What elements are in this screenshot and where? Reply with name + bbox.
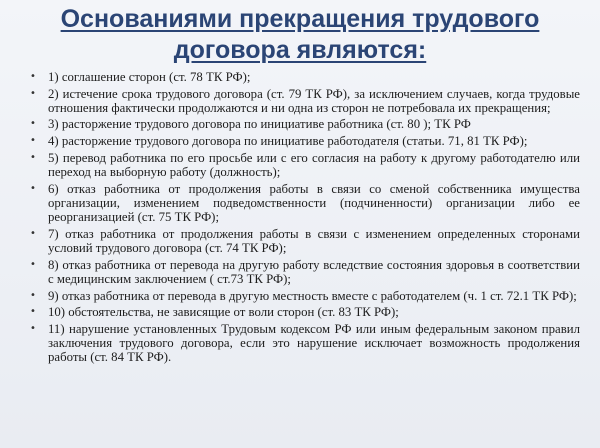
list-item [30,182,580,225]
bullet-icon: • [30,118,36,130]
list-item [30,258,580,287]
bullet-icon: • [30,289,36,301]
bullet-icon: • [30,227,36,239]
bullet-icon: • [30,182,36,194]
list-item [30,117,580,131]
list-item [30,134,580,148]
bullet-icon: • [30,135,36,147]
list-item [30,70,580,84]
bullet-icon: • [30,258,36,270]
bullet-icon: • [30,71,36,82]
list-item [30,289,580,303]
list-item-text: 3) расторжение трудового договора по инициативе работника (ст. 80 ); ТК РФ [48,117,471,132]
list-item-text: 2) истечение срока трудового договора (ст. 79 ТК РФ), за исключением случаев, когда трудовые отношения фактически продолжаются и ни одна из сторон не потребовала их прекращения; [48,86,580,115]
bullet-icon: • [30,151,36,163]
list-item-text: 9) отказ работника от перевода в другую местность вместе с работодателем (ч. 1 ст. 72.1 ТК РФ); [48,288,577,303]
list-item-text: 5) перевод работника по его просьбе или с его согласия на работу к другому работодателю или переход на выборную работу (должность); [48,150,580,179]
list-item-text: 7) отказ работника от продолжения работы в связи с изменением определенных сторонами условий трудового договора (ст. 74 ТК РФ); [48,226,580,256]
page-title: Основаниями прекращения трудового договора являются: [60,5,540,64]
grounds-list [0,70,600,365]
list-item-text: 6) отказ работника от продолжения работы в связи со сменой собственника имущества организации, изменением подведомственности (подчиненности) организации либо ее реорганизацией (ст. 75 ТК РФ); [48,181,580,225]
list-item [30,151,580,180]
bullet-icon: • [30,87,36,99]
list-item-text: 8) отказ работника от перевода на другую работу вследствие состояния здоровья в соответствии с медицинским заключением ( ст.73 ТК РФ); [48,257,580,286]
list-item [30,87,580,116]
bullet-icon: • [30,322,36,334]
list-item [30,227,580,256]
list-item-text: 10) обстоятельства, не зависящие от воли сторон (ст. 83 ТК РФ); [48,305,399,320]
list-item-text: 4) расторжение трудового договора по инициативе работодателя (статьи. 71, 81 ТК РФ); [48,134,528,149]
list-item-text: 1) соглашение сторон (ст. 78 ТК РФ); [48,70,251,84]
bullet-icon: • [30,306,36,318]
list-item [30,322,580,365]
list-item [30,305,580,319]
list-item-text: 11) нарушение установленных Трудовым кодексом РФ или иным федеральным законом правил заключения трудового договора, если это нарушение исключает возможность продолжения работы (ст. 84 ТК РФ). [48,321,580,365]
